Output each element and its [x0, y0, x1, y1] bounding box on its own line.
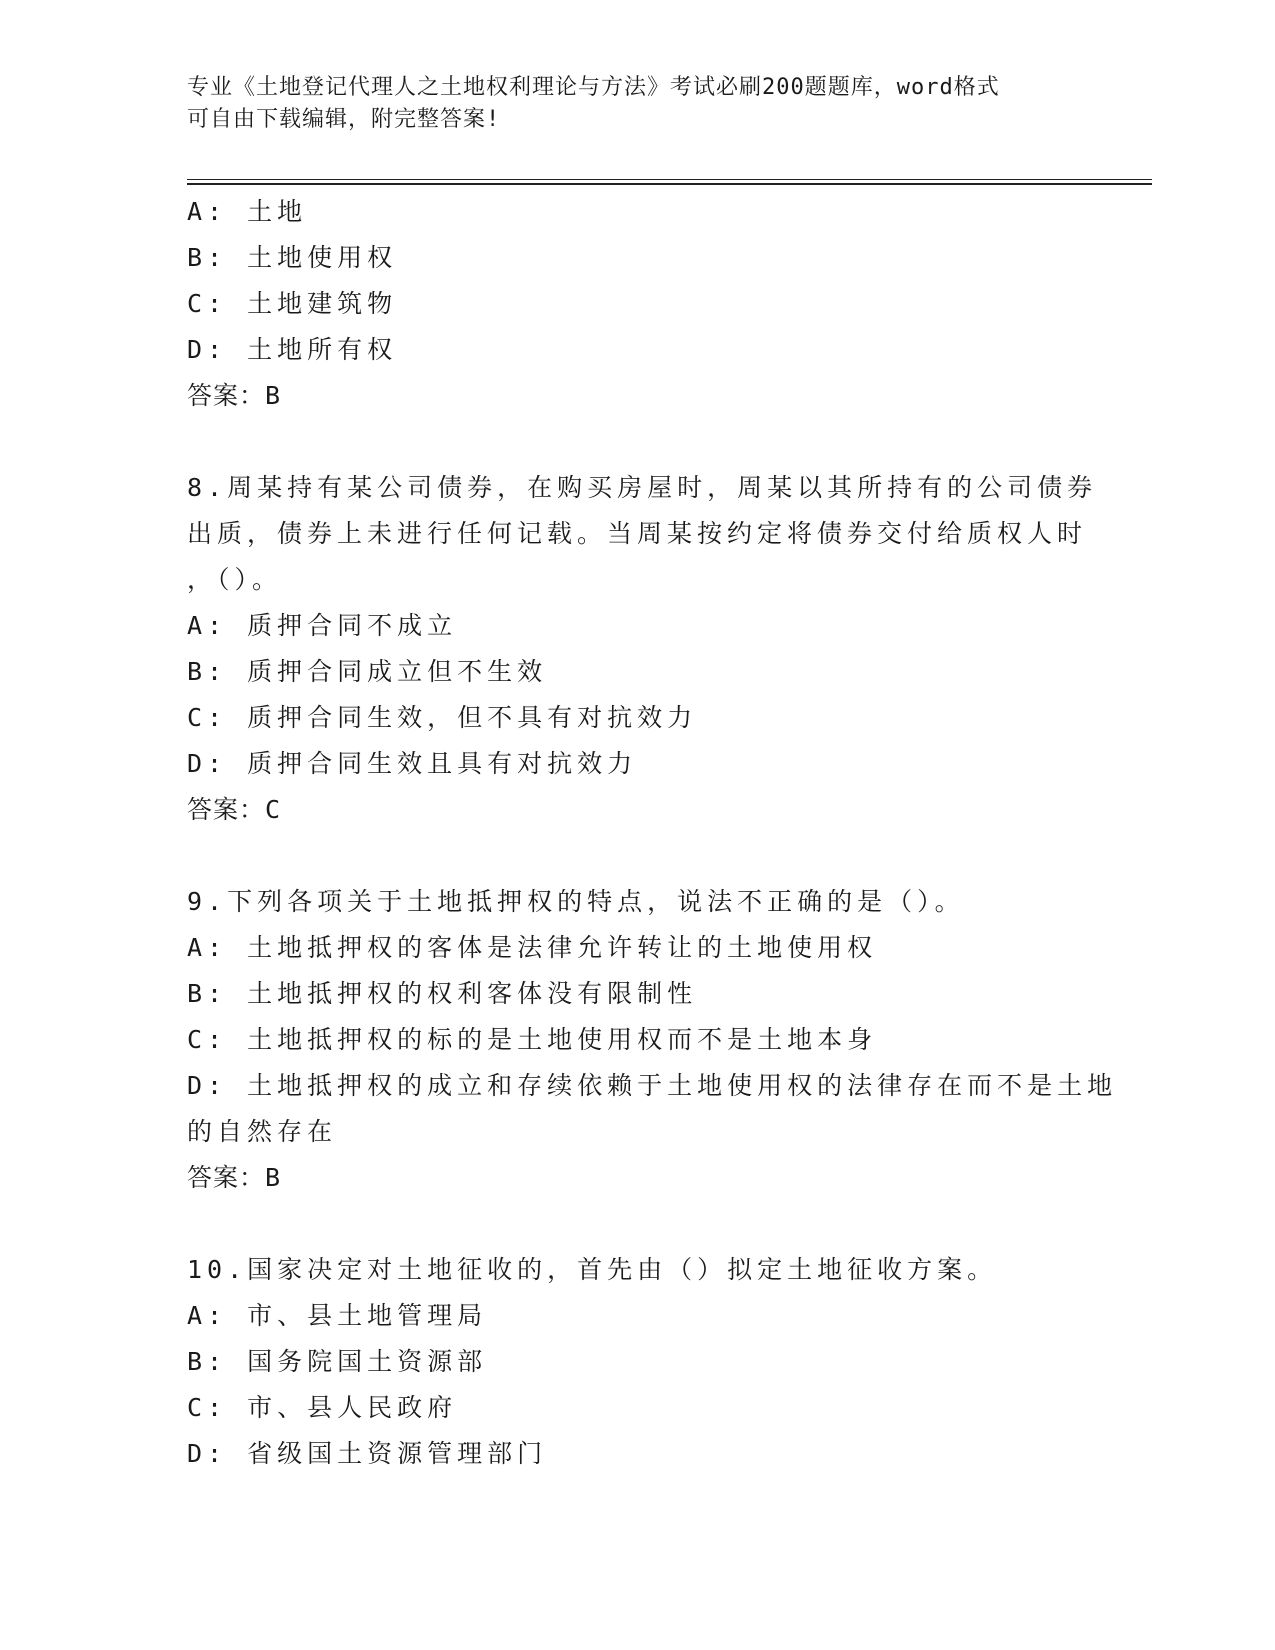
question-7-options	[187, 189, 1087, 419]
header-divider-thin	[187, 179, 1152, 180]
option-a: A: 质押合同不成立	[187, 611, 458, 640]
spacer	[187, 1201, 1087, 1247]
option-d-continued: 的自然存在	[187, 1117, 338, 1146]
option-c: C: 土地抵押权的标的是土地使用权而不是土地本身	[187, 1025, 878, 1054]
question-stem-line: 8.周某持有某公司债券，在购买房屋时，周某以其所持有的公司债券	[187, 473, 1098, 502]
header-line-1: 专业《土地登记代理人之土地权利理论与方法》考试必刷200题题库，word格式	[187, 75, 1000, 100]
option-a: A: 市、县土地管理局	[187, 1301, 488, 1330]
question-stem-line: ，（）。	[187, 565, 283, 594]
question-8	[187, 465, 1098, 833]
question-stem-line: 10.国家决定对土地征收的，首先由（）拟定土地征收方案。	[187, 1255, 998, 1284]
document-header	[187, 72, 1067, 136]
option-b: B: 土地使用权	[187, 243, 398, 272]
question-10	[187, 1247, 1087, 1477]
question-stem-line: 9.下列各项关于土地抵押权的特点，说法不正确的是（）。	[187, 887, 965, 916]
answer-8: 答案：C	[187, 795, 282, 824]
option-a: A: 土地	[187, 197, 308, 226]
option-d: D: 省级国土资源管理部门	[187, 1439, 548, 1468]
option-c: C: 土地建筑物	[187, 289, 398, 318]
option-d: D: 土地抵押权的成立和存续依赖于土地使用权的法律存在而不是土地	[187, 1071, 1118, 1100]
answer-9: 答案：B	[187, 1163, 282, 1192]
spacer	[187, 419, 1087, 465]
header-divider-thick	[187, 183, 1152, 185]
question-9	[187, 879, 1118, 1201]
spacer	[187, 833, 1087, 879]
option-d: D: 土地所有权	[187, 335, 398, 364]
option-c: C: 市、县人民政府	[187, 1393, 458, 1422]
question-stem-line: 出质，债券上未进行任何记载。当周某按约定将债券交付给质权人时	[187, 519, 1088, 548]
option-a: A: 土地抵押权的客体是法律允许转让的土地使用权	[187, 933, 878, 962]
option-b: B: 质押合同成立但不生效	[187, 657, 548, 686]
option-b: B: 国务院国土资源部	[187, 1347, 488, 1376]
option-c: C: 质押合同生效，但不具有对抗效力	[187, 703, 698, 732]
answer-7: 答案：B	[187, 381, 282, 410]
header-line-2: 可自由下载编辑，附完整答案!	[187, 107, 501, 132]
option-d: D: 质押合同生效且具有对抗效力	[187, 749, 638, 778]
question-list	[187, 189, 1118, 1477]
option-b: B: 土地抵押权的权利客体没有限制性	[187, 979, 698, 1008]
